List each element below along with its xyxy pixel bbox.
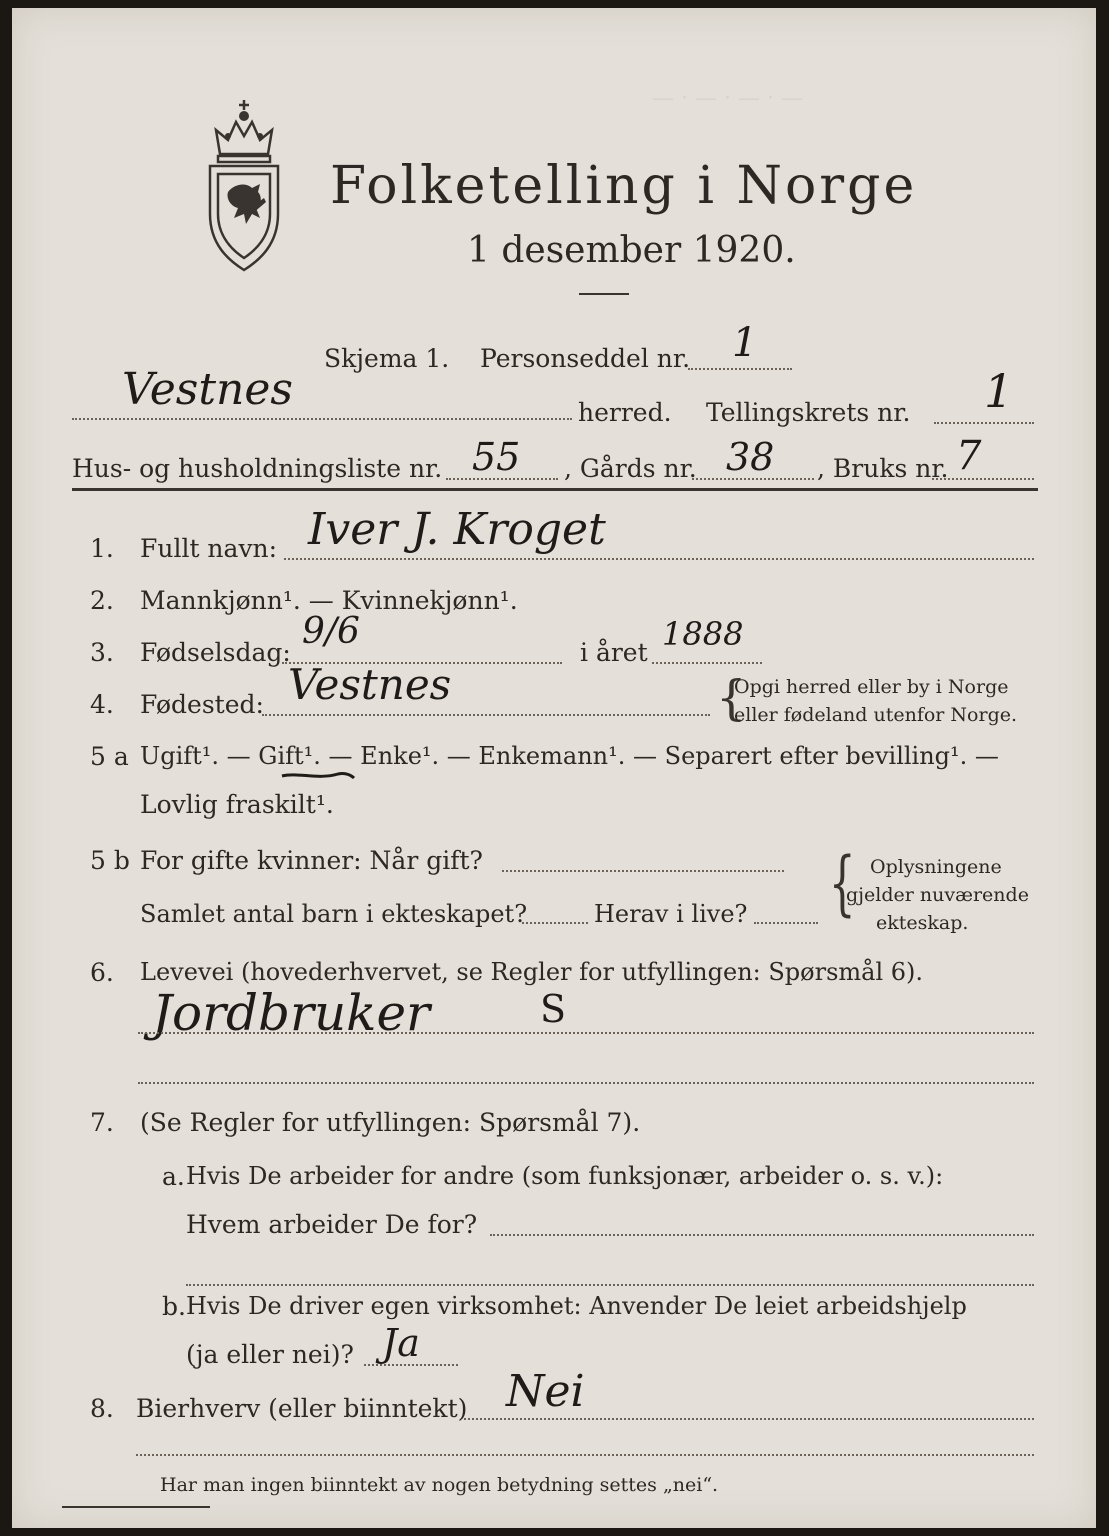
q6-line-2 xyxy=(138,1082,1034,1084)
q5b-note-1: Oplysningene xyxy=(870,856,1002,878)
q3-year-label: i året xyxy=(580,638,648,667)
q6-value: Jordbruker xyxy=(152,984,430,1042)
footer-rule xyxy=(62,1506,210,1508)
q1-label: Fullt navn: xyxy=(140,534,278,563)
q8-value: Nei xyxy=(506,1366,585,1417)
q5b-line-2a: Samlet antal barn i ekteskapet? xyxy=(140,900,528,928)
gards-value: 38 xyxy=(726,435,775,479)
bruks-value: 7 xyxy=(956,433,982,479)
q5a-number: 5 a xyxy=(90,742,129,771)
personseddel-line xyxy=(688,368,792,370)
q7a-line xyxy=(490,1234,1034,1236)
q6-label: Levevei (hovederhvervet, se Regler for utfyllingen: Spørsmål 6). xyxy=(140,958,924,986)
q5b-line-2b: Herav i live? xyxy=(594,900,748,928)
q5b-note-2: gjelder nuværende xyxy=(846,884,1029,906)
q1-number: 1. xyxy=(90,534,114,563)
q4-note-1: Opgi herred eller by i Norge xyxy=(734,676,1009,698)
q3-value: 9/6 xyxy=(302,611,360,652)
q7b-number: b. xyxy=(162,1292,186,1321)
q5b-number: 5 b xyxy=(90,846,130,875)
q4-line xyxy=(262,714,710,716)
skjema-label: Skjema 1. xyxy=(324,344,450,373)
gift-underline-mark xyxy=(278,766,358,782)
herred-label: herred. xyxy=(578,398,672,427)
q6-mark: S xyxy=(540,987,567,1031)
form-title: Folketelling i Norge xyxy=(330,156,918,216)
q5a-line-1: Ugift¹. — Gift¹. — Enke¹. — Enkemann¹. — Separert efter bevilling¹. — xyxy=(140,742,999,770)
q7b-line-1: Hvis De driver egen virksomhet: Anvender De leiet arbeidshjelp xyxy=(186,1292,967,1320)
q5b-brace: { xyxy=(828,842,856,924)
census-form xyxy=(12,8,1096,1528)
q2-number: 2. xyxy=(90,586,114,615)
q4-brace: { xyxy=(716,670,747,726)
q7b-value: Ja xyxy=(382,1321,420,1365)
q4-value: Vestnes xyxy=(288,660,452,709)
q7a-line-2: Hvem arbeider De for? xyxy=(186,1210,478,1239)
q3-number: 3. xyxy=(90,638,114,667)
q7-label: (Se Regler for utfyllingen: Spørsmål 7). xyxy=(140,1108,641,1137)
q3-label: Fødselsdag: xyxy=(140,638,291,667)
form-date: 1 desember 1920. xyxy=(467,230,796,271)
personseddel-label: Personseddel nr. xyxy=(480,344,691,373)
q8-line xyxy=(464,1418,1034,1420)
bruks-line xyxy=(932,478,1034,480)
q1-line xyxy=(284,558,1034,560)
q2-label: Mannkjønn¹. — Kvinnekjønn¹. xyxy=(140,586,518,615)
tellingskrets-label: Tellingskrets nr. xyxy=(706,398,911,427)
liste-value: 55 xyxy=(472,435,521,479)
q7-number: 7. xyxy=(90,1108,114,1137)
q4-number: 4. xyxy=(90,690,114,719)
title-divider xyxy=(579,293,629,295)
q6-line-1 xyxy=(138,1032,1034,1034)
gards-label: , Gårds nr. xyxy=(564,454,697,483)
q8-label: Bierhverv (eller biinntekt) xyxy=(136,1394,468,1423)
q5b-barn-line xyxy=(522,922,588,924)
liste-label: Hus- og husholdningsliste nr. xyxy=(72,454,443,483)
q7a-line-1: Hvis De arbeider for andre (som funksjonær, arbeider o. s. v.): xyxy=(186,1162,944,1190)
herred-line xyxy=(72,418,572,420)
bruks-label: , Bruks nr. xyxy=(817,454,949,483)
q8-line-2 xyxy=(136,1454,1034,1456)
q8-number: 8. xyxy=(90,1394,114,1423)
q5b-gift-line xyxy=(502,870,784,872)
tellingskrets-value: 1 xyxy=(984,364,1014,418)
q7b-line-2: (ja eller nei)? xyxy=(186,1340,354,1369)
q4-label: Fødested: xyxy=(140,690,264,719)
q3-year-line xyxy=(652,662,762,664)
q6-number: 6. xyxy=(90,958,114,987)
norway-coat-of-arms-icon xyxy=(198,96,290,272)
show-through: — · — · — · — xyxy=(652,86,803,111)
q5b-line-1: For gifte kvinner: Når gift? xyxy=(140,846,483,875)
q7a-number: a. xyxy=(162,1162,185,1191)
q5b-note-3: ekteskap. xyxy=(876,912,969,934)
q4-note-2: eller fødeland utenfor Norge. xyxy=(734,704,1018,726)
q7a-line-2-blank xyxy=(186,1284,1034,1286)
q1-value: Iver J. Kroget xyxy=(308,504,606,555)
herred-value: Vestnes xyxy=(122,364,293,415)
personseddel-value: 1 xyxy=(732,320,758,366)
q5a-line-2: Lovlig fraskilt¹. xyxy=(140,790,334,819)
tellingskrets-line xyxy=(934,422,1034,424)
footer-note: Har man ingen biinntekt av nogen betydning settes „nei“. xyxy=(160,1474,719,1496)
header-divider xyxy=(72,488,1038,491)
q5b-live-line xyxy=(754,922,818,924)
q3-year-value: 1888 xyxy=(662,615,744,653)
